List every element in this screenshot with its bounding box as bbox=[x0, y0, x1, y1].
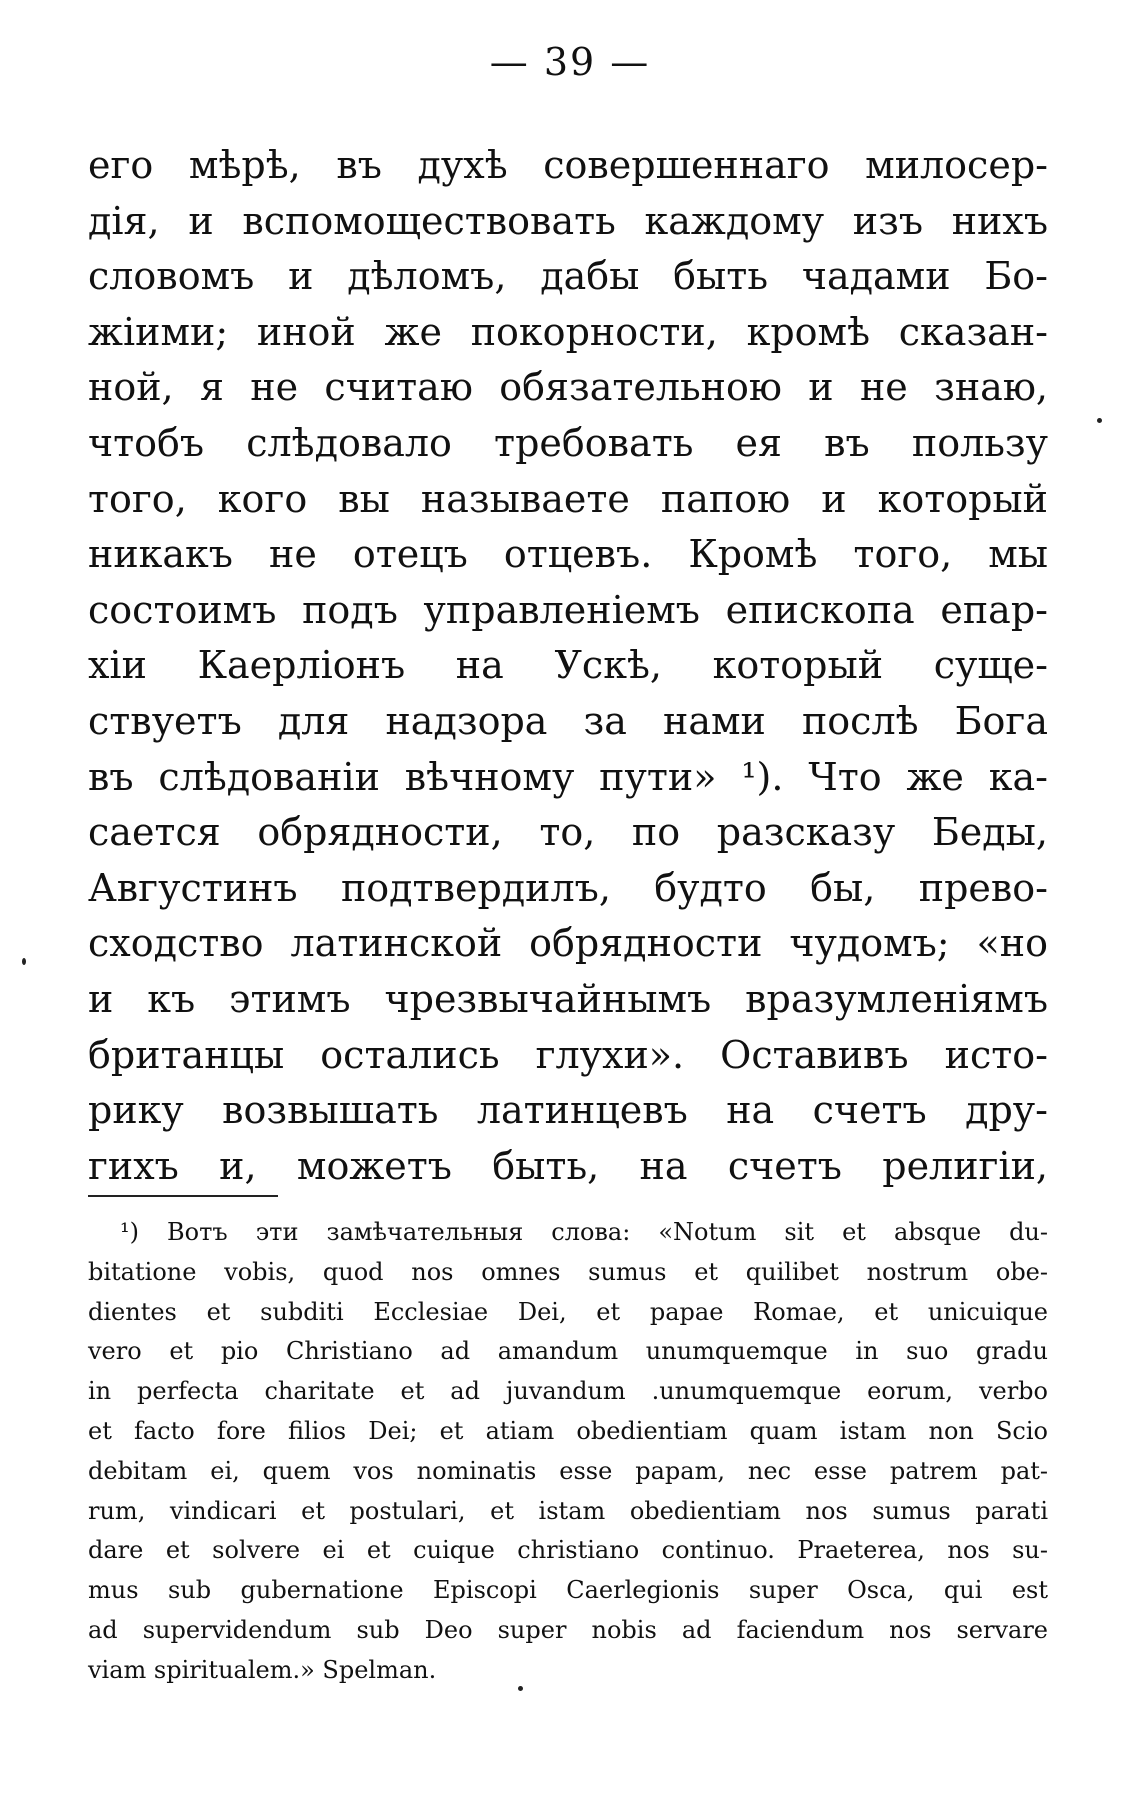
text-line: Августинъ подтвердилъ, будто бы, прево- bbox=[88, 865, 1048, 910]
text-line: британцы остались глухи». Оставивъ исто- bbox=[88, 1032, 1048, 1077]
text-line: состоимъ подъ управленіемъ епископа епар- bbox=[88, 587, 1048, 632]
footnote-line: viam spiritualem.» Spelman. bbox=[88, 1655, 437, 1684]
scan-speck bbox=[518, 1686, 523, 1691]
footnote-line: rum, vindicari et postulari, et istam obedientiam nos sumus parati bbox=[88, 1496, 1048, 1525]
footnote-line: in perfecta charitate et ad juvandum .unumquemque eorum, verbo bbox=[88, 1377, 1048, 1406]
main-text bbox=[88, 138, 1048, 1194]
text-line: ствуетъ для надзора за нами послѣ Бога bbox=[88, 698, 1048, 743]
text-line: гихъ и, можетъ быть, на счетъ религіи, bbox=[88, 1143, 1048, 1188]
footnote-line: debitam ei, quem vos nominatis esse papam, nec esse patrem pat- bbox=[88, 1456, 1048, 1485]
text-line: рику возвышать латинцевъ на счетъ дру- bbox=[88, 1088, 1048, 1133]
footnote-line: dare et solvere ei et cuique christiano continuo. Praeterea, nos su- bbox=[88, 1536, 1048, 1565]
footnote-line: mus sub gubernatione Episcopi Caerlegionis super Osca, qui est bbox=[88, 1576, 1048, 1605]
footnote-line: ¹) Вотъ эти замѣчательныя слова: «Notum sit et absque du- bbox=[120, 1218, 1048, 1246]
text-line: въ слѣдованіи вѣчному пути» ¹). Что же ка- bbox=[88, 754, 1048, 799]
footnote-line: ad supervidendum sub Deo super nobis ad faciendum nos servare bbox=[88, 1615, 1048, 1644]
footnote-line: vero et pio Christiano ad amandum unumquemque in suo gradu bbox=[88, 1337, 1048, 1366]
text-line: его мѣрѣ, въ духѣ совершеннаго милосер- bbox=[88, 143, 1048, 187]
text-line: сается обрядности, то, по разсказу Беды, bbox=[88, 810, 1048, 855]
text-line: чтобъ слѣдовало требовать ея въ пользу bbox=[88, 420, 1048, 465]
text-line: и къ этимъ чрезвычайнымъ вразумленіямъ bbox=[88, 976, 1048, 1021]
text-line: сходство латинской обрядности чудомъ; «но bbox=[88, 921, 1048, 966]
text-line: никакъ не отецъ отцевъ. Кромѣ того, мы bbox=[88, 532, 1048, 577]
text-line: дія, и вспомоществовать каждому изъ нихъ bbox=[88, 198, 1048, 243]
scan-speck bbox=[22, 958, 26, 965]
footnote-line: bitatione vobis, quod nos omnes sumus et quilibet nostrum obe- bbox=[88, 1257, 1048, 1286]
footnote-line: dientes et subditi Ecclesiae Dei, et papae Romae, et unicuique bbox=[88, 1297, 1048, 1326]
text-line: того, кого вы называете папою и который bbox=[88, 476, 1048, 521]
scan-speck bbox=[1097, 418, 1102, 423]
footnote-divider bbox=[88, 1195, 278, 1197]
text-line: жіими; иной же покорности, кромѣ сказан- bbox=[88, 309, 1048, 354]
page-number: — 39 — bbox=[489, 40, 651, 84]
text-line: хіи Каерліонъ на Ускѣ, который суще- bbox=[88, 643, 1048, 688]
text-line: словомъ и дѣломъ, дабы быть чадами Бо- bbox=[88, 254, 1048, 299]
footnote bbox=[88, 1213, 1048, 1691]
text-line: ной, я не считаю обязательною и не знаю, bbox=[88, 365, 1048, 410]
footnote-line: et facto fore filios Dei; et atiam obedientiam quam istam non Scio bbox=[88, 1416, 1048, 1445]
